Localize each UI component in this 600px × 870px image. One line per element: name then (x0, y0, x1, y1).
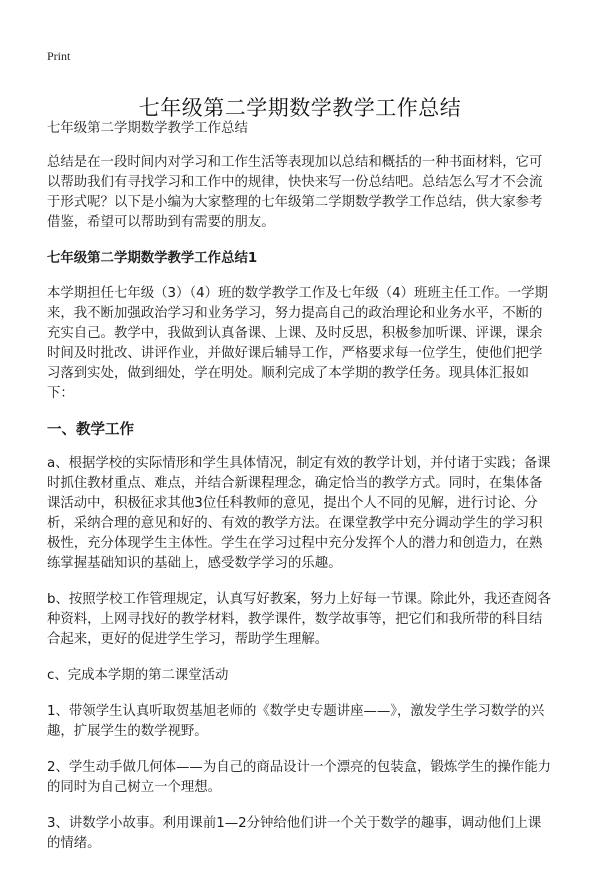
list-item-3: 3、讲数学小故事。利用课前1—2分钟给他们讲一个关于数学的趣事，调动他们上课的情绪。 (47, 816, 542, 851)
document-body (47, 119, 553, 870)
document-title: 七年级第二学期数学教学工作总结 (138, 96, 462, 121)
article-intro-paragraph: 本学期担任七年级（3）（4）班的数学教学工作及七年级（4）班班主任工作。一学期来，我不断加强政治学习和业务学习，努力提高自己的政治理论和业务水平，不断的充实自己。教学中，我做到认真备课、上课、及时反思，积极参加听课、评课，课余时间及时批改、讲评作业，并做好课后辅导工作，严格要求每一位学生，使他们把学习落到实处，做到细处，学在明处。顺利完成了本学期的教学任务。现具体汇报如下： (47, 286, 548, 401)
intro-paragraph: 总结是在一段时间内对学习和工作生活等表现加以总结和概括的一种书面材料，它可以帮助我们有寻找学习和工作中的规律，快快来写一份总结吧。总结怎么写才不会流于形式呢？以下是小编为大家整理的七年级第二学期数学教学工作总结，供大家参考借鉴，希望可以帮助到有需要的朋友。 (47, 155, 543, 230)
section-heading-teaching-work: 一、教学工作 (47, 422, 134, 438)
print-label: Print (47, 49, 71, 63)
paragraph-b: b、按照学校工作管理规定，认真写好教案，努力上好每一节课。除此外，我还查阅各种资料，上网寻找好的教学材料，教学课件，数学故事等，把它们和我所带的科目结合起来，更好的促进学生学习，帮助学生理解。 (47, 592, 551, 647)
document-subtitle: 七年级第二学期数学教学工作总结 (47, 121, 248, 136)
article-heading: 七年级第二学期数学教学工作总结1 (47, 251, 258, 266)
paragraph-c: c、完成本学期的第二课堂活动 (47, 668, 229, 683)
list-item-2: 2、学生动手做几何体——为自己的商品设计一个漂亮的包装盒，锻炼学生的操作能力的同时为自己树立一个理想。 (47, 760, 551, 795)
paragraph-a: a、根据学校的实际情形和学生具体情况，制定有效的教学计划，并付诸于实践；备课时抓住教材重点、难点，并结合新课程理念，确定恰当的教学方式。同时，在集体备课活动中，积极征求其他3位任科教师的意见，提出个人不同的见解，进行讨论、分析，采纳合理的意见和好的、有效的教学方法。在课堂教学中充分调动学生的学习积极性，充分体现学生主体性。学生在学习过程中充分发挥个人的潜力和创造力，在熟练掌握基础知识的基础上，感受数学学习的乐趣。 (47, 456, 551, 571)
list-item-1: 1、带领学生认真听取贺基旭老师的《数学史专题讲座——》，激发学生学习数学的兴趣，扩展学生的数学视野。 (47, 704, 545, 739)
